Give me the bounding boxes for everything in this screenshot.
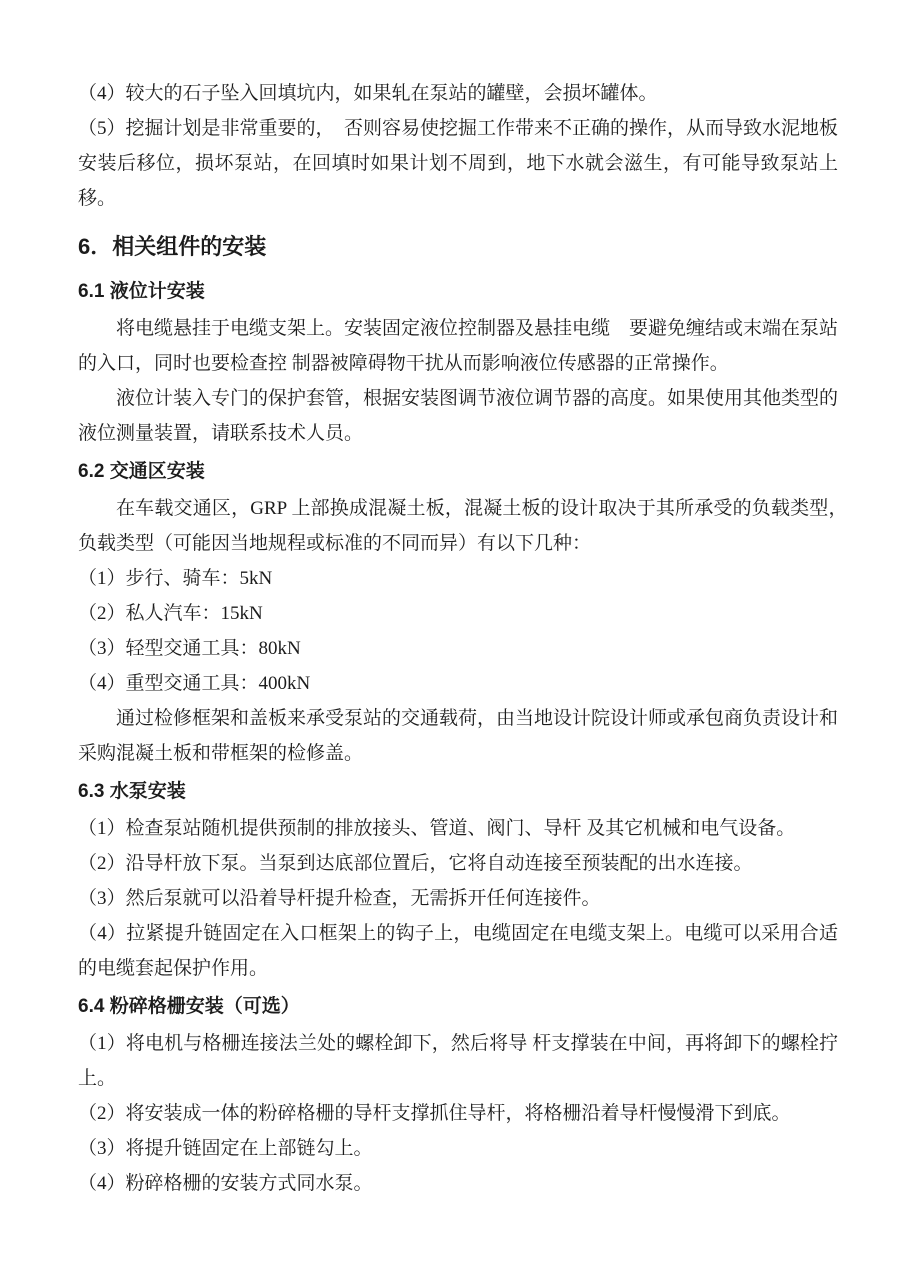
list-item: （3）将提升链固定在上部链勾上。 (78, 1138, 373, 1159)
section-title-6-2: 6.2 交通区安装 (78, 461, 205, 482)
paragraph: 在车载交通区，GRP 上部换成混凝土板，混凝土板的设计取决于其所承受的负载类型， 负载类型（可能因当地规程或标准的不同而异）有以下几种： (78, 498, 858, 554)
paragraph: 通过检修框架和盖板来承受泵站的交通载荷，由当地设计院设计师或承包商负责设计和采购混凝土板和带框架的检修盖。 (78, 708, 839, 764)
section-title-6-4: 6.4 粉碎格栅安装（可选） (78, 996, 300, 1017)
list-item: （4）粉碎格栅的安装方式同水泵。 (78, 1173, 373, 1194)
section-title-6-1: 6.1 液位计安装 (78, 281, 205, 302)
list-item: （4）重型交通工具：400kN (78, 673, 311, 694)
paragraph: 液位计装入专门的保护套管，根据安装图调节液位调节器的高度。如果使用其他类型的液位测量装置，请联系技术人员。 (78, 388, 839, 444)
grinder-install-steps (78, 1026, 838, 1201)
load-type-list (78, 561, 838, 701)
list-item: （2）私人汽车：15kN (78, 603, 263, 624)
list-item: （4）拉紧提升链固定在入口框架上的钩子上，电缆固定在电缆支架上。电缆可以采用合适的电缆套起保护作用。 (78, 923, 838, 979)
list-item: （2）沿导杆放下泵。当泵到达底部位置后，它将自动连接至预装配的出水连接。 (78, 853, 753, 874)
list-item: （3）轻型交通工具：80kN (78, 638, 301, 659)
numbered-item-4: （4）较大的石子坠入回填坑内，如果轧在泵站的罐壁，会损坏罐体。 (78, 83, 658, 104)
pump-install-steps (78, 811, 838, 986)
paragraph: 将电缆悬挂于电缆支架上。安装固定液位控制器及悬挂电缆 要避免缠结或末端在泵站的入口，同时也要检查控 制器被障碍物干扰从而影响液位传感器的正常操作。 (78, 318, 839, 374)
list-item: （2）将安装成一体的粉碎格栅的导杆支撑抓住导杆，将格栅沿着导杆慢慢滑下到底。 (78, 1103, 791, 1124)
list-item: （3）然后泵就可以沿着导杆提升检查，无需拆开任何连接件。 (78, 888, 601, 909)
section-title-6-3: 6.3 水泵安装 (78, 781, 186, 802)
list-item: （1）将电机与格栅连接法兰处的螺栓卸下，然后将导 杆支撑装在中间，再将卸下的螺栓拧上。 (78, 1033, 838, 1089)
document-body (78, 76, 858, 1201)
chapter-title: 6．相关组件的安装 (78, 234, 267, 259)
numbered-item-5: （5）挖掘计划是非常重要的， 否则容易使挖掘工作带来不正确的操作，从而导致水泥地板安装后移位，损坏泵站，在回填时如果计划不周到，地下水就会滋生，有可能导致泵站上移。 (78, 118, 839, 209)
list-item: （1）检查泵站随机提供预制的排放接头、管道、阀门、导杆 及其它机械和电气设备。 (78, 818, 796, 839)
list-item: （1）步行、骑车：5kN (78, 568, 273, 589)
